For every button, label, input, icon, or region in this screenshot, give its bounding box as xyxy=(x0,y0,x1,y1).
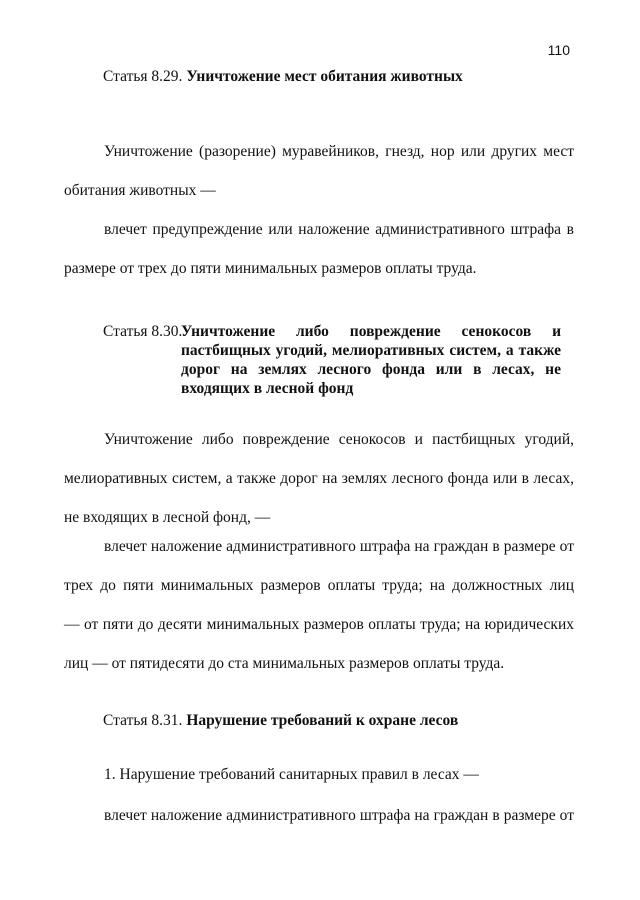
article-829-title: Уничтожение мест обитания животных xyxy=(186,68,463,85)
text-line: влечет наложение административного штрафа на граждан в размере от xyxy=(104,538,574,555)
article-830-label: Статья 8.30. xyxy=(103,323,183,340)
article-831-label: Статья 8.31. xyxy=(103,712,183,729)
text-line: не входящих в лесной фонд, — xyxy=(64,509,271,526)
title-line: дорог на землях лесного фонда или в лесах, не xyxy=(181,361,561,378)
article-829-paragraph-1 xyxy=(64,132,574,210)
text-line: обитания животных — xyxy=(64,182,216,199)
text-line: Уничтожение либо повреждение сенокосов и пастбищных угодий, xyxy=(104,431,574,448)
text-line: размере от трех до пяти минимальных размеров оплаты труда. xyxy=(64,260,477,277)
article-829-label: Статья 8.29. xyxy=(103,68,183,85)
article-831-paragraph-2 xyxy=(64,796,574,835)
text-line: Уничтожение (разорение) муравейников, гнезд, нор или других мест xyxy=(104,143,574,160)
text-line: трех до пяти минимальных размеров оплаты труда; на должностных лиц xyxy=(64,577,574,594)
article-831-heading xyxy=(103,712,458,730)
article-829-heading xyxy=(103,68,463,86)
title-line: входящих в лесной фонд xyxy=(181,380,354,397)
article-829-paragraph-2 xyxy=(64,210,574,288)
title-line: Уничтожение либо повреждение сенокосов и xyxy=(181,323,561,340)
article-830-title xyxy=(181,322,561,398)
text-line: 1. Нарушение требований санитарных правил в лесах — xyxy=(104,766,479,783)
text-line: лиц — от пятидесяти до ста минимальных размеров оплаты труда. xyxy=(64,655,505,672)
title-line: пастбищных угодий, мелиоративных систем, а также xyxy=(181,342,561,359)
article-830-paragraph-2 xyxy=(64,527,574,683)
article-830-paragraph-1 xyxy=(64,420,574,537)
page-number: 110 xyxy=(547,42,570,58)
article-831-title: Нарушение требований к охране лесов xyxy=(186,712,459,729)
article-831-paragraph-1 xyxy=(64,755,574,794)
text-line: влечет наложение административного штрафа на граждан в размере от xyxy=(104,807,574,824)
text-line: мелиоративных систем, а также дорог на землях лесного фонда или в лесах, xyxy=(64,470,574,487)
text-line: влечет предупреждение или наложение административного штрафа в xyxy=(104,221,574,238)
text-line: — от пяти до десяти минимальных размеров оплаты труда; на юридических xyxy=(64,616,574,633)
